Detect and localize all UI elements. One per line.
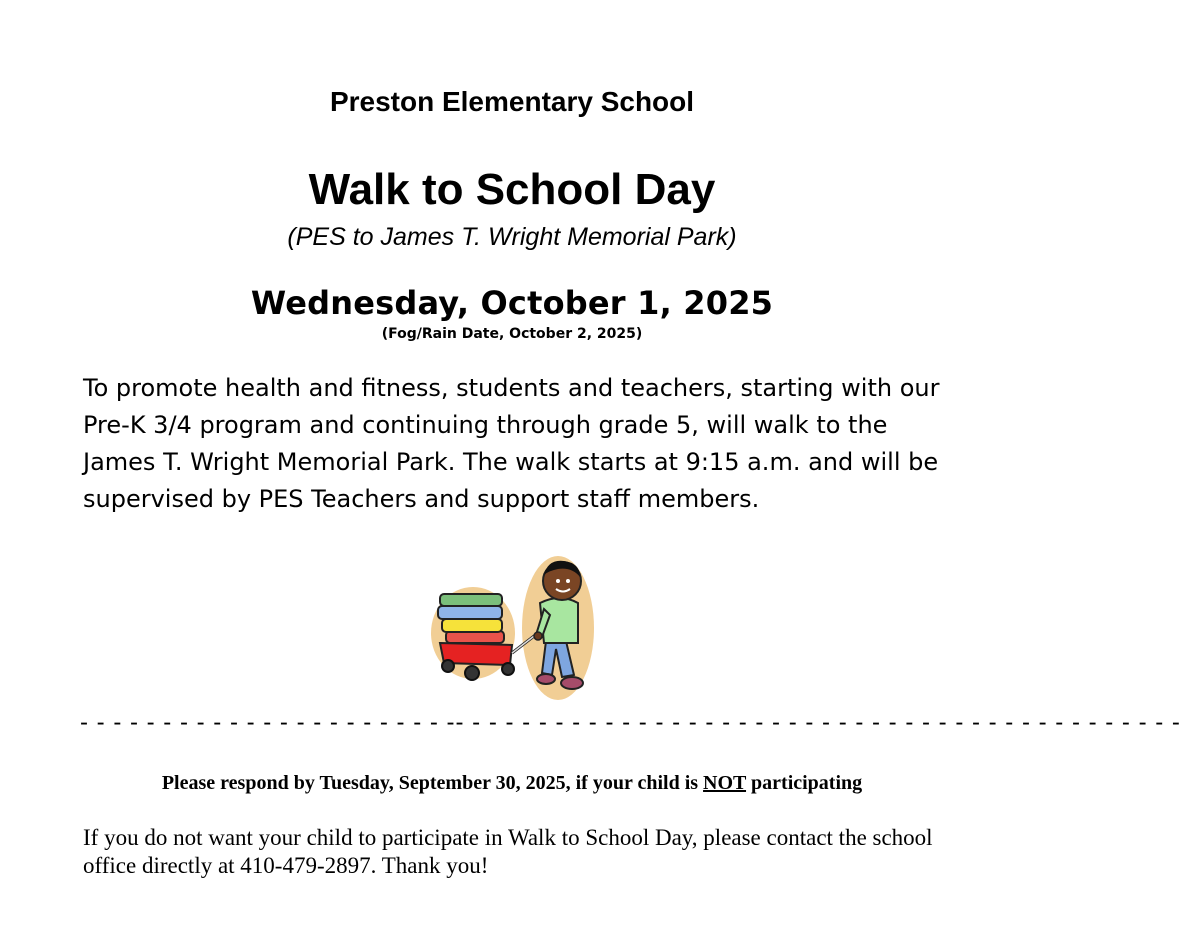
contact-instructions: If you do not want your child to participate in Walk to School Day, please contact the school office directly at 410-479-2897. Thank you! xyxy=(83,825,933,878)
boy-pulling-wagon-with-books-icon xyxy=(428,553,594,703)
event-description: To promote health and fitness, students and teachers, starting with our Pre-K 3/4 program and continuing through grade 5, will walk to the James T. Wright Memorial Park. The walk starts at 9:15 a.m. and will be supervised by PES Teachers and support staff members. xyxy=(83,374,940,513)
response-deadline xyxy=(0,769,1024,797)
response-prefix: Please respond by Tuesday, September 30, 2025, if your child is xyxy=(161,772,704,794)
response-emphasis: NOT xyxy=(703,772,747,794)
rain-date: (Fog/Rain Date, October 2, 2025) xyxy=(381,326,643,342)
route-subtitle: (PES to James T. Wright Memorial Park) xyxy=(287,223,737,251)
event-date: Wednesday, October 1, 2025 xyxy=(250,284,774,322)
event-title: Walk to School Day xyxy=(308,165,716,214)
response-suffix: participating xyxy=(746,772,863,794)
cut-line-divider: - - - - - - - - - - - - - - - - - - - - - - -- - - - - - - - - - - - - - - - - - - - - - - - - - - - - - - - - - - - - - - - - - - - xyxy=(80,709,1181,736)
school-name: Preston Elementary School xyxy=(329,86,695,117)
